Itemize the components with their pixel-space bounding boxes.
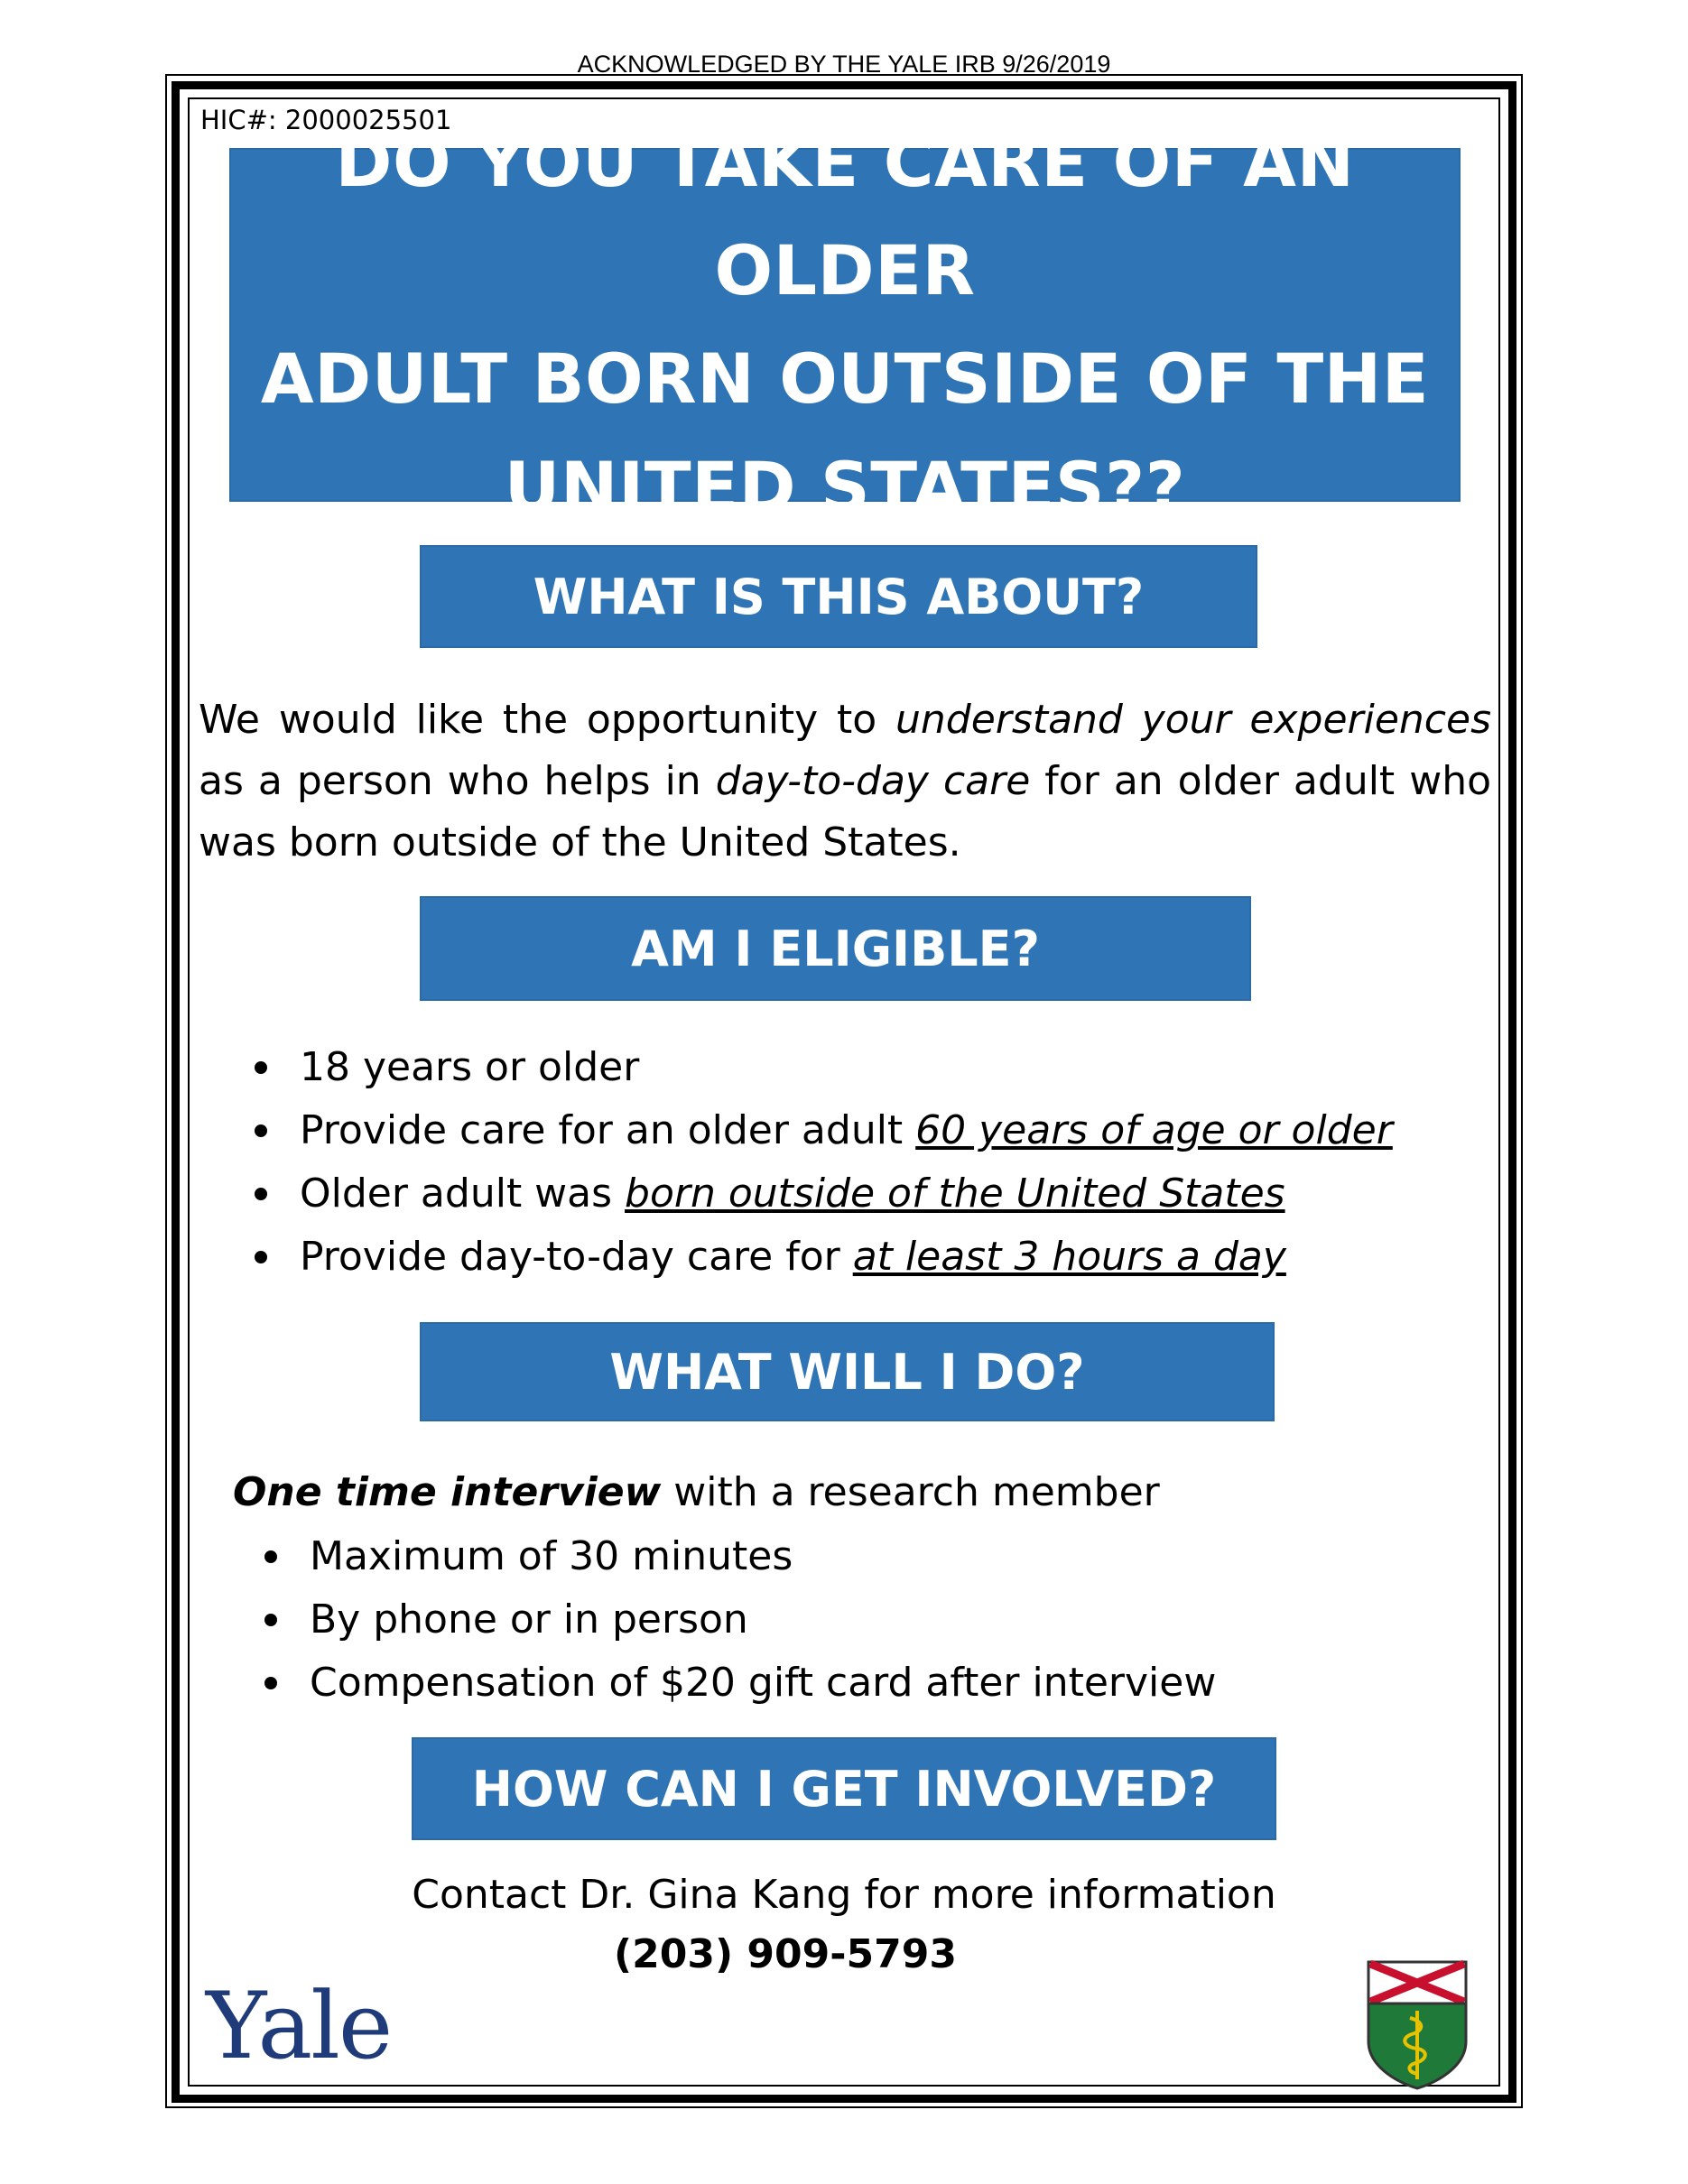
hic-number: HIC#: 2000025501 xyxy=(200,105,452,135)
about-text-3: for an older adult who was born outside of the United States. xyxy=(199,758,1491,865)
contact-text: Contact Dr. Gina Kang for more information xyxy=(412,1872,1276,1918)
eligibility-item-text: Older adult was xyxy=(300,1171,626,1217)
eligibility-item-emphasis: at least 3 hours a day xyxy=(852,1234,1286,1280)
eligibility-item-text: 18 years or older xyxy=(300,1044,640,1090)
main-heading-line2: ADULT BORN OUTSIDE OF THE xyxy=(260,338,1430,419)
about-text-1: We would like the opportunity to xyxy=(199,697,896,743)
list-item: Maximum of 30 minutes xyxy=(310,1525,1216,1588)
interview-intro-strong: One time interview xyxy=(233,1469,662,1515)
eligibility-item-emphasis: born outside of the United States xyxy=(625,1171,1285,1217)
eligibility-item xyxy=(300,1036,1393,1099)
about-paragraph xyxy=(199,689,1491,874)
about-emphasis-1: understand your experiences xyxy=(895,697,1491,743)
yale-medicine-shield-icon xyxy=(1365,1958,1470,2090)
irb-acknowledgement: ACKNOWLEDGED BY THE YALE IRB 9/26/2019 xyxy=(577,51,1111,78)
eligibility-item xyxy=(300,1162,1393,1226)
interview-intro-rest: with a research member xyxy=(661,1469,1160,1515)
main-heading-line1: DO YOU TAKE CARE OF AN OLDER xyxy=(335,122,1355,310)
eligibility-item-text: Provide day-to-day care for xyxy=(300,1234,853,1280)
main-heading-line3: UNITED STATES?? xyxy=(504,447,1186,527)
eligibility-heading: AM I ELIGIBLE? xyxy=(420,896,1251,1001)
interview-intro xyxy=(233,1461,1160,1524)
eligibility-item-text: Provide care for an older adult xyxy=(300,1107,916,1153)
list-item: Compensation of $20 gift card after interview xyxy=(310,1652,1216,1715)
about-text-2: as a person who helps in xyxy=(199,758,716,804)
eligibility-item-emphasis: 60 years of age or older xyxy=(915,1107,1393,1153)
get-involved-heading: HOW CAN I GET INVOLVED? xyxy=(412,1737,1276,1840)
about-emphasis-2: day-to-day care xyxy=(715,758,1031,804)
list-item: By phone or in person xyxy=(310,1588,1216,1652)
main-heading-banner xyxy=(229,122,1461,527)
what-will-i-do-list xyxy=(310,1525,1216,1715)
eligibility-item xyxy=(300,1099,1393,1162)
eligibility-item xyxy=(300,1226,1393,1289)
about-heading: WHAT IS THIS ABOUT? xyxy=(420,545,1257,648)
what-will-i-do-heading: WHAT WILL I DO? xyxy=(420,1322,1275,1421)
eligibility-list xyxy=(300,1036,1393,1289)
yale-logo: Yale xyxy=(206,1973,392,2080)
contact-phone[interactable]: (203) 909-5793 xyxy=(614,1931,957,1977)
main-heading-text xyxy=(231,108,1459,541)
